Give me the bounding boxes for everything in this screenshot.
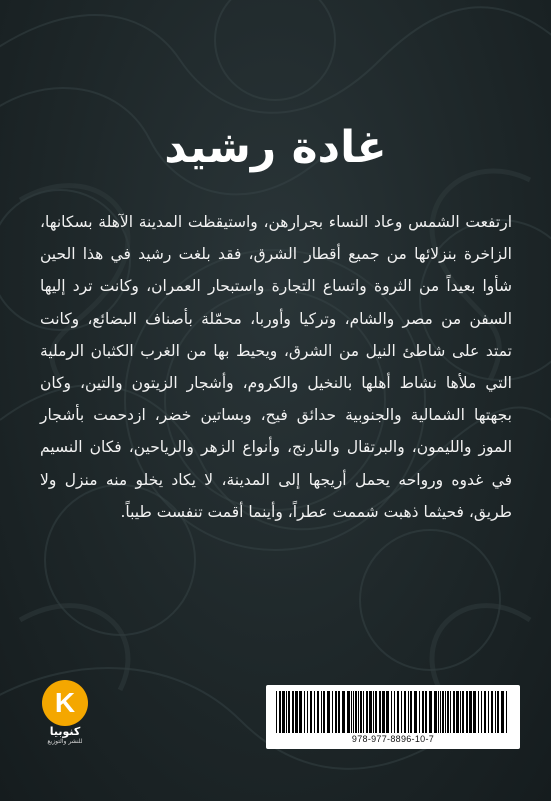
barcode-bar	[456, 691, 459, 733]
publisher-tagline: للنشر والتوزيع	[47, 738, 83, 745]
barcode-bar	[422, 691, 424, 733]
barcode-bar	[310, 691, 312, 733]
barcode-bar	[335, 691, 337, 733]
barcode-bar	[425, 691, 427, 733]
barcode-bar	[279, 691, 281, 733]
barcode-bar	[299, 691, 302, 733]
barcode-bar	[391, 691, 392, 733]
barcode-bar	[379, 691, 381, 733]
barcode-bar	[342, 691, 345, 733]
barcode-bar	[373, 691, 374, 733]
barcode-bar	[397, 691, 399, 733]
barcode-bar	[440, 691, 441, 733]
barcode-bar	[360, 691, 362, 733]
barcode-bar	[292, 691, 294, 733]
barcode-bar	[394, 691, 395, 733]
barcode-bar	[473, 691, 476, 733]
barcode-bar	[304, 691, 305, 733]
barcode-bar	[401, 691, 402, 733]
back-cover-blurb: ارتفعت الشمس وعاد النساء بجرارهن، واستيقظت المدينة الآهلة بسكانها، الزاخرة بنزلائها من جميع أقطار الشرق، فقد بلغت رشيد في هذا الحين شأوا بعيداً من الثروة واتساع التجارة واستبحار العمران، وكانت ترد إليها السفن من مصر والشام، وتركيا وأوربا، محمّلة بأصناف البضائع، وكانت تمتد على شاطئ النيل من الشرق، ويحيط بها من الغرب الكثبان الرملية التي ملأها نشاط أهلها بالنخيل والكروم، وأشجار الزيتون والتين، وكان بجهتها الشمالية والجنوبية حدائق فيح، وبساتين خضر، ازدحمت بأشجار الموز والليمون، والبرتقال والنارنج، وأنواع الزهر والرياحين، فكان النسيم في غدوه ورواحه يحمل أريجها إلى المدينة، لا يكاد يخلو منه منزل ولا طريق، فحيثما ذهبت شممت عطراً، وأينما أقمت تنفست طيباً.	[40, 213, 512, 521]
barcode-bar	[314, 691, 315, 733]
book-title: غادة رشيد	[164, 122, 387, 173]
barcode-bar	[295, 691, 298, 733]
barcode-bar	[307, 691, 308, 733]
publisher-name: كنوبيا	[49, 725, 81, 738]
isbn-barcode	[266, 685, 520, 749]
barcode-bar	[481, 691, 482, 733]
barcode-bar	[282, 691, 285, 733]
barcode-bar	[351, 691, 352, 733]
barcode-bars	[276, 691, 510, 733]
barcode-bar	[386, 691, 389, 733]
barcode-bar	[286, 691, 287, 733]
barcode-bar	[347, 691, 350, 733]
barcode-bar	[338, 691, 340, 733]
barcode-bar	[408, 691, 409, 733]
barcode-bar	[410, 691, 412, 733]
barcode-bar	[453, 691, 455, 733]
barcode-bar	[462, 691, 464, 733]
barcode-bar	[363, 691, 364, 733]
barcode-bar	[447, 691, 449, 733]
barcode-bar	[429, 691, 432, 733]
barcode-bar	[375, 691, 377, 733]
barcode-bar	[442, 691, 444, 733]
barcode-bar	[469, 691, 472, 733]
barcode-bar	[317, 691, 319, 733]
barcode-bar	[460, 691, 461, 733]
barcode-bar	[434, 691, 437, 733]
isbn-number: 978-977-8896-10-7	[351, 734, 435, 744]
barcode-bar	[438, 691, 439, 733]
publisher-logo-letter: K	[54, 687, 76, 718]
barcode-bar	[358, 691, 359, 733]
barcode-bar	[382, 691, 385, 733]
barcode-bar	[288, 691, 290, 733]
barcode-bar	[488, 691, 489, 733]
barcode-bar	[366, 691, 368, 733]
publisher-logo	[34, 680, 96, 746]
barcode-bar	[506, 691, 507, 733]
barcode-bar	[495, 691, 496, 733]
barcode-bar	[484, 691, 486, 733]
barcode-bar	[355, 691, 357, 733]
barcode-bar	[369, 691, 372, 733]
barcode-bar	[501, 691, 504, 733]
barcode-bar	[466, 691, 468, 733]
barcode-bar	[321, 691, 322, 733]
barcode-bar	[491, 691, 493, 733]
barcode-bar	[353, 691, 354, 733]
barcode-bar	[478, 691, 479, 733]
barcode-bar	[497, 691, 499, 733]
barcode-bar	[419, 691, 420, 733]
barcode-bar	[327, 691, 330, 733]
barcode-bar	[404, 691, 406, 733]
barcode-bar	[332, 691, 333, 733]
barcode-bar	[445, 691, 446, 733]
barcode-bar	[450, 691, 451, 733]
barcode-bar	[276, 691, 277, 733]
barcode-bar	[323, 691, 325, 733]
barcode-bar	[414, 691, 417, 733]
